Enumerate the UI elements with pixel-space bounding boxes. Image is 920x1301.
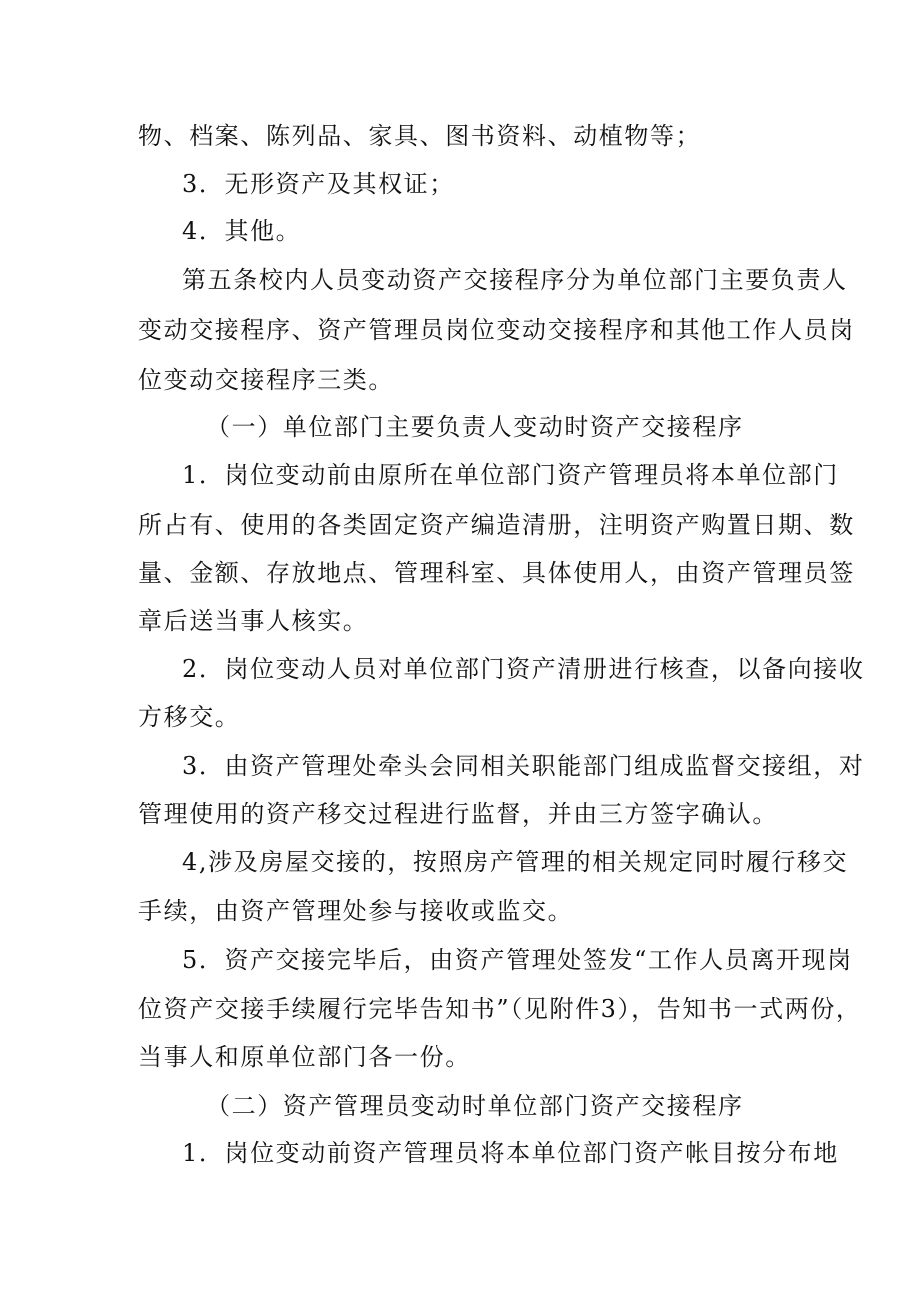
text-line: 位资产交接手续履行完毕告知书”（见附件3），告知书一式两份， — [138, 995, 862, 1023]
text-line: 2．岗位变动人员对单位部门资产清册进行核查，以备向接收 — [182, 655, 865, 683]
text-line: 4．其他。 — [182, 217, 302, 245]
text-line: 1．岗位变动前资产管理员将本单位部门资产帐目按分布地 — [182, 1139, 839, 1167]
text-line: 量、金额、存放地点、管理科室、具体使用人，由资产管理员签 — [138, 559, 855, 587]
text-line: 3．无形资产及其权证； — [182, 170, 455, 198]
section-heading: （二）资产管理员变动时单位部门资产交接程序 — [206, 1092, 744, 1120]
text-line: 方移交。 — [138, 703, 241, 731]
text-line: 物、档案、陈列品、家具、图书资料、动植物等； — [138, 122, 702, 150]
text-line: 管理使用的资产移交过程进行监督，并由三方签字确认。 — [138, 800, 778, 828]
text-line: 1．岗位变动前由原所在单位部门资产管理员将本单位部门 — [182, 461, 839, 489]
text-line: 变动交接程序、资产管理员岗位变动交接程序和其他工作人员岗 — [138, 316, 855, 344]
text-line: 所占有、使用的各类固定资产编造清册，注明资产购置日期、数 — [138, 511, 855, 539]
text-line: 3．由资产管理处牵头会同相关职能部门组成监督交接组，对 — [182, 752, 865, 780]
text-line: 手续，由资产管理处参与接收或监交。 — [138, 897, 574, 925]
section-heading: （一）单位部门主要负责人变动时资产交接程序 — [206, 413, 744, 441]
text-line: 4,涉及房屋交接的，按照房产管理的相关规定同时履行移交 — [182, 848, 849, 876]
text-line: 5．资产交接完毕后，由资产管理处签发“工作人员离开现岗 — [182, 946, 853, 974]
text-line: 第五条校内人员变动资产交接程序分为单位部门主要负责人 — [182, 266, 848, 294]
text-line: 位变动交接程序三类。 — [138, 366, 394, 394]
text-line: 当事人和原单位部门各一份。 — [138, 1043, 471, 1071]
text-line: 章后送当事人核实。 — [138, 607, 369, 635]
